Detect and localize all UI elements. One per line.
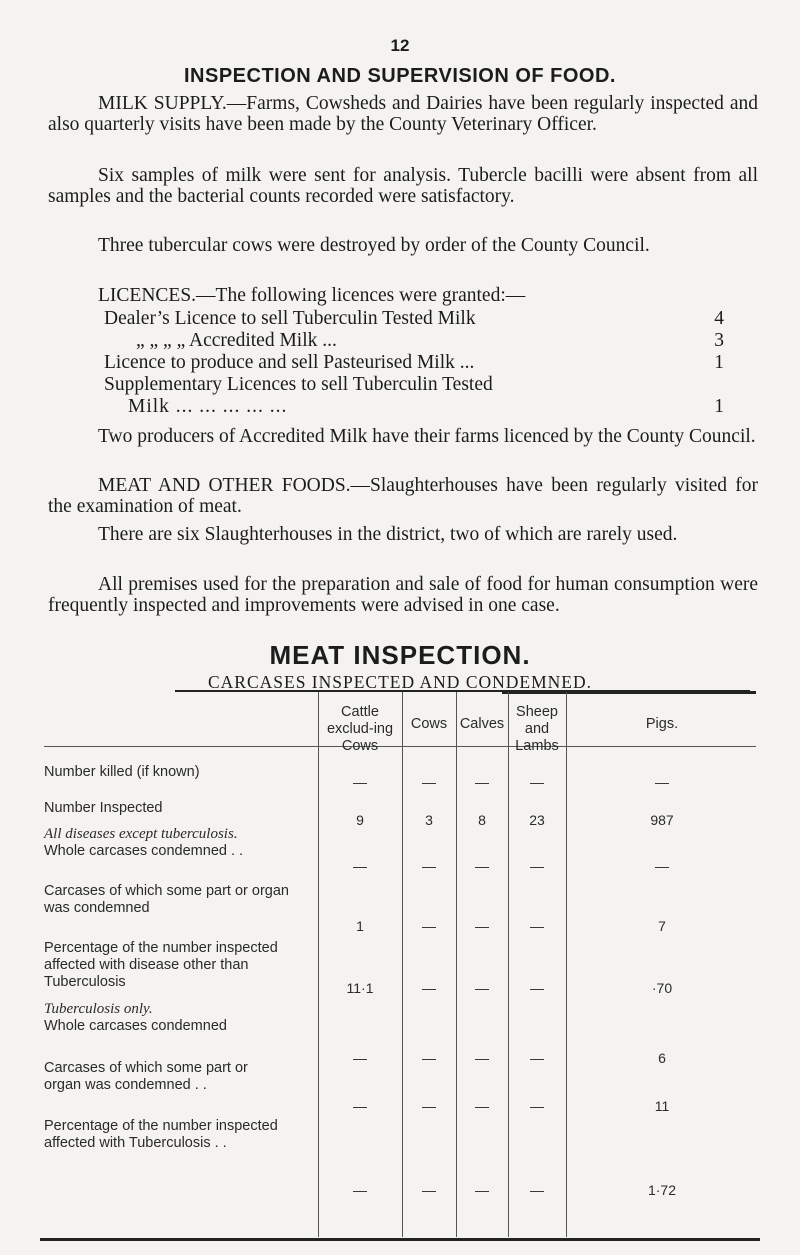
table-cell: — [475,858,489,874]
licence-row [128,396,724,417]
table-cell: — [475,1182,489,1198]
licence-count: 1 [714,352,724,373]
table-cell: 9 [356,812,364,828]
header-rule [44,746,756,747]
table-cell: — [422,980,436,996]
table-cell: — [475,1098,489,1114]
table-cell: — [475,774,489,790]
row-label-whole-condemned: Whole carcases condemned . . [44,843,244,859]
table-cell: — [422,918,436,934]
producers-paragraph: Two producers of Accredited Milk have their farms licenced by the County Council. [98,426,756,447]
table-cell: 987 [650,812,674,828]
table-cell: 11·1 [346,980,374,996]
licence-row [104,374,724,395]
row-label-tb-percentage: Percentage of the number inspected affected with Tuberculosis . . [44,1118,278,1151]
table-cell: — [530,1050,544,1066]
column-header-cows: Cows [410,716,448,732]
table-cell: — [475,918,489,934]
table-cell: — [530,980,544,996]
column-divider [508,692,509,1237]
milk-supply-paragraph: MILK SUPPLY.—Farms, Cowsheds and Dairies have been regularly inspected and also quarterly visits have been made by the County Veterinary Officer. [48,93,758,135]
row-label-percentage-other: Percentage of the number inspected affected with disease other than Tuberculosis [44,940,278,990]
table-cell: 1 [356,918,364,934]
column-divider [402,692,403,1237]
destroyed-paragraph: Three tubercular cows were destroyed by order of the County Council. [98,235,650,256]
table-cell: — [530,774,544,790]
row-label-tb-whole-condemned: Whole carcases condemned [44,1018,227,1034]
table-cell: — [353,1098,367,1114]
table-cell: 3 [425,812,433,828]
section-heading: INSPECTION AND SUPERVISION OF FOOD. [184,65,616,87]
licence-row [104,352,724,373]
table-cell: — [530,1182,544,1198]
table-cell: — [655,858,669,874]
column-divider [566,692,567,1237]
licence-label: „ „ „ „ Accredited Milk ... [136,330,337,351]
table-bottom-rule [40,1238,760,1241]
table-cell: 7 [658,918,666,934]
licence-label: Dealer’s Licence to sell Tuberculin Tested Milk [104,308,476,329]
row-label-tuberculosis-only: Tuberculosis only. [44,1001,153,1017]
premises-paragraph: All premises used for the preparation and sale of food for human consumption were frequently inspected and improvements were advised in one case. [48,574,758,616]
table-cell: — [655,774,669,790]
licence-label: Supplementary Licences to sell Tuberculin Tested [104,374,493,395]
table-cell: — [530,1098,544,1114]
row-label-number-inspected: Number Inspected [44,800,163,816]
column-header-cattle: Cattle exclud-ing Cows [326,704,394,754]
table-cell: 6 [658,1050,666,1066]
meat-foods-paragraph: MEAT AND OTHER FOODS.—Slaughterhouses have been regularly visited for the examination of meat. [48,475,758,517]
meat-inspection-subtitle: CARCASES INSPECTED AND CONDEMNED. [207,672,592,692]
table-cell: 1·72 [647,1182,677,1198]
table-cell: — [422,1182,436,1198]
licence-count: 3 [714,330,724,351]
licence-label: Milk ... ... ... ... ... [128,396,288,417]
column-header-pigs: Pigs. [645,716,679,732]
table-cell: — [353,774,367,790]
table-cell: — [475,1050,489,1066]
table-cell: 11 [654,1098,670,1114]
row-label-tb-part-condemned: Carcases of which some part or organ was condemned . . [44,1060,248,1093]
table-cell: — [353,1182,367,1198]
column-header-calves: Calves [459,716,505,732]
table-cell: ·70 [651,980,673,996]
slaughterhouses-paragraph: There are six Slaughterhouses in the district, two of which are rarely used. [98,524,678,545]
page-number: 12 [390,36,410,55]
column-divider [456,692,457,1237]
table-cell: — [530,858,544,874]
table-cell: 8 [478,812,486,828]
row-label-all-diseases: All diseases except tuberculosis. [44,826,238,842]
table-cell: — [353,1050,367,1066]
table-cell: 23 [529,812,545,828]
licence-row [104,308,724,329]
licence-count: 4 [714,308,724,329]
licence-label: Licence to produce and sell Pasteurised Milk ... [104,352,475,373]
table-cell: — [475,980,489,996]
licence-count: 1 [714,396,724,417]
table-cell: — [353,858,367,874]
table-top-rule [502,691,756,694]
meat-inspection-title: MEAT INSPECTION. [269,640,531,670]
licence-count [704,374,724,395]
licence-row [136,330,724,351]
row-label-part-condemned: Carcases of which some part or organ was condemned [44,883,289,916]
licences-intro: LICENCES.—The following licences were granted:— [98,285,526,306]
table-cell: — [422,1098,436,1114]
table-cell: — [422,1050,436,1066]
table-cell: — [422,858,436,874]
column-header-sheep: Sheep and Lambs [515,704,559,754]
row-label-number-killed: Number killed (if known) [44,764,200,780]
samples-paragraph: Six samples of milk were sent for analysis. Tubercle bacilli were absent from all samples and the bacterial counts recorded were satisfactory. [48,165,758,207]
table-cell: — [422,774,436,790]
table-cell: — [530,918,544,934]
